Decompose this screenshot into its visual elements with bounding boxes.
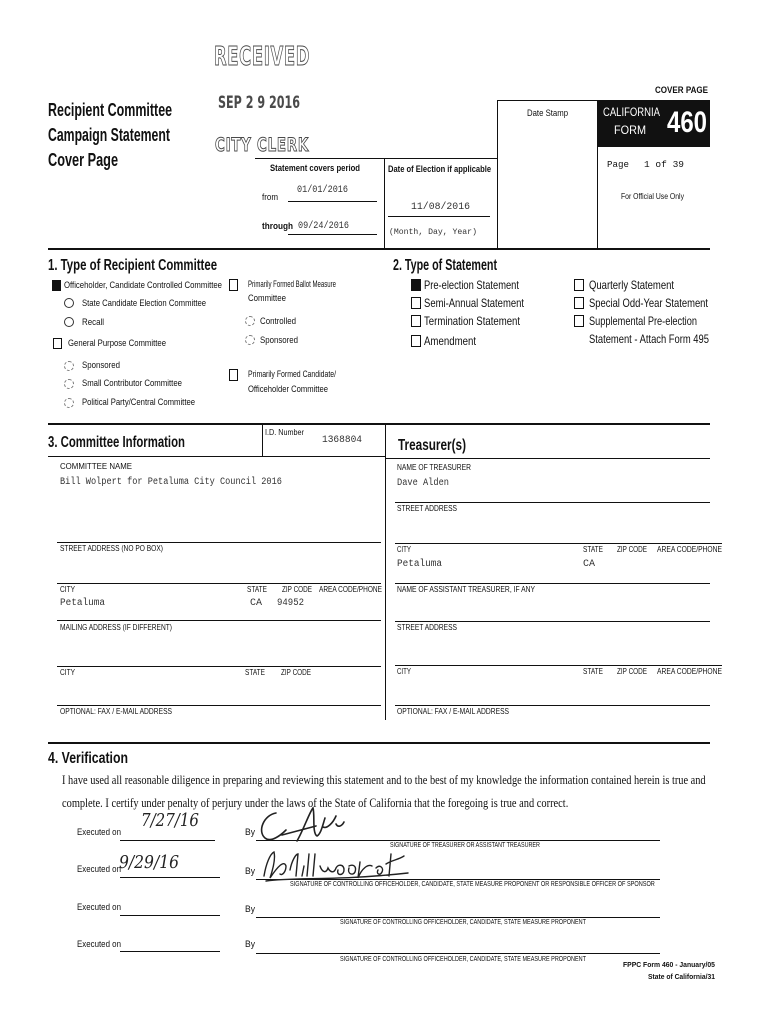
form-title-line-3: Cover Page [48, 150, 119, 170]
zip-value: 94952 [277, 598, 305, 609]
ballot-measure-checkbox [229, 279, 238, 291]
treasurer-optional-label: OPTIONAL: FAX / E-MAIL ADDRESS [397, 707, 510, 716]
committee-name-value: Bill Wolpert for Petaluma City Council 2016 [60, 477, 282, 488]
candidate-signature [256, 846, 416, 886]
committee-optional-rule [57, 705, 381, 706]
period-from-value: 01/01/2016 [297, 185, 349, 196]
election-date-label: Date of Election if applicable [388, 164, 492, 174]
treasurer-city-rule [395, 543, 722, 544]
recall-label: Recall [82, 317, 104, 328]
cover-page-label: COVER PAGE [655, 85, 708, 95]
executed-date-handwritten: 9/29/16 [119, 852, 180, 873]
amendment-checkbox [411, 335, 421, 347]
small-contributor-label: Small Contributor Committee [82, 378, 183, 389]
general-purpose-label: General Purpose Committee [68, 338, 166, 349]
id-number-value: 1368804 [322, 435, 362, 446]
treasurer-state-label: STATE [583, 545, 603, 554]
termination-checkbox [411, 315, 421, 327]
bm-sponsored-label: Sponsored [260, 335, 299, 346]
ballot-measure-label-line-2: Committee [248, 293, 286, 304]
amendment-label: Amendment [424, 334, 477, 348]
received-stamp-date: SEP 2 9 2016 [218, 93, 301, 113]
treasurer-optional-rule [395, 705, 710, 706]
treasurer-street-label: STREET ADDRESS [397, 504, 458, 513]
by-label: By [245, 866, 256, 876]
section-3-heading-rule [48, 456, 385, 457]
signature-line [256, 953, 660, 954]
header-bottom-rule [48, 248, 710, 250]
treasurer-heading: Treasurer(s) [398, 437, 466, 454]
official-use-label: For Official Use Only [621, 191, 685, 201]
political-party-label: Political Party/Central Committee [82, 397, 196, 408]
assistant-street-label: STREET ADDRESS [397, 623, 458, 632]
officeholder-label: Officeholder, Candidate Controlled Committee [64, 280, 222, 291]
assistant-treasurer-rule [395, 583, 710, 584]
city-row-rule [57, 583, 381, 584]
period-through-value: 09/24/2016 [298, 221, 350, 232]
recall-radio [64, 317, 74, 327]
executed-on-label: Executed on [77, 864, 121, 874]
assistant-zip-label: ZIP CODE [617, 667, 647, 676]
badge-state: CALIFORNIA [603, 105, 660, 119]
period-through-label: through [262, 221, 294, 231]
bm-controlled-radio [245, 316, 255, 326]
treasurer-name-value: Dave Alden [397, 478, 449, 489]
controlling-signature-caption: SIGNATURE OF CONTROLLING OFFICEHOLDER, CANDIDATE, STATE MEASURE PROPONENT [340, 956, 586, 963]
state-value: CA [250, 598, 263, 609]
supplemental-label-line-1: Supplemental Pre-election [589, 314, 697, 328]
section-2-heading: 2. Type of Statement [393, 257, 498, 274]
phone-label: AREA CODE/PHONE [319, 585, 382, 594]
executed-date-line [120, 840, 215, 841]
page-count: 1 of 39 [644, 160, 685, 170]
period-label: Statement covers period [270, 163, 361, 173]
supplemental-label-line-2: Statement - Attach Form 495 [589, 332, 709, 346]
gp-sponsored-radio [64, 361, 74, 371]
candidate-signature-caption: SIGNATURE OF CONTROLLING OFFICEHOLDER, CANDIDATE, STATE MEASURE PROPONENT OR RESPONSIBLE OFFICER OF SPONSOR [290, 881, 655, 888]
termination-label: Termination Statement [424, 314, 521, 328]
committee-name-label: COMMITTEE NAME [60, 462, 133, 471]
election-date-format: (Month, Day, Year) [389, 227, 477, 237]
assistant-state-label: STATE [583, 667, 603, 676]
street-address-label: STREET ADDRESS (NO PO BOX) [60, 544, 163, 553]
ballot-measure-label-line-1: Primarily Formed Ballot Measure [248, 279, 336, 290]
date-stamp-label: Date Stamp [527, 108, 569, 118]
received-stamp-office: CITY CLERK [215, 134, 309, 156]
period-from-label: from [262, 192, 279, 202]
election-left-rule [384, 158, 385, 248]
footer-form-id: FPPC Form 460 - January/05 [623, 960, 715, 969]
section-1-heading: 1. Type of Recipient Committee [48, 257, 218, 274]
id-number-left-rule [262, 424, 263, 456]
assistant-phone-label: AREA CODE/PHONE [657, 667, 722, 676]
verification-text-line-2: complete. I certify under penalty of perjury under the laws of the State of California that the foregoing is true and correct. [62, 795, 569, 810]
officeholder-checkbox [52, 280, 61, 291]
pre-election-checkbox [411, 279, 421, 291]
by-label: By [245, 827, 256, 837]
section-3-bottom-rule [48, 742, 710, 744]
executed-date-line [120, 951, 220, 952]
mailing-address-rule [57, 620, 381, 621]
executed-date-handwritten: 7/27/16 [141, 810, 200, 831]
zip-label: ZIP CODE [282, 585, 312, 594]
treasurer-state-value: CA [583, 559, 596, 570]
state-candidate-label: State Candidate Election Committee [82, 298, 207, 309]
mailing-zip-label: ZIP CODE [281, 668, 311, 677]
executed-on-label: Executed on [77, 902, 121, 912]
pre-election-label: Pre-election Statement [424, 278, 519, 292]
badge-form-label: FORM [614, 123, 647, 137]
election-date-value: 11/08/2016 [411, 202, 470, 213]
quarterly-label: Quarterly Statement [589, 278, 675, 292]
executed-on-label: Executed on [77, 939, 121, 949]
political-party-radio [64, 398, 74, 408]
footer-source: State of California/31 [648, 972, 715, 981]
primarily-candidate-label-line-2: Officeholder Committee [248, 384, 328, 395]
column-divider [385, 424, 386, 720]
verification-text-line-1: I have used all reasonable diligence in preparing and reviewing this statement and to the best of my knowledge the information contained herein is true and [62, 772, 706, 787]
period-top-rule [255, 158, 497, 159]
by-label: By [245, 939, 256, 949]
period-from-underline [288, 201, 377, 202]
section-2-bottom-rule [48, 423, 710, 425]
treasurer-signature [252, 804, 352, 849]
treasurer-city-label: CITY [397, 545, 412, 554]
bm-controlled-label: Controlled [260, 316, 296, 327]
general-purpose-checkbox [53, 338, 62, 349]
special-odd-year-label: Special Odd-Year Statement [589, 296, 709, 310]
badge-form-number: 460 [667, 106, 707, 139]
date-stamp-left-rule [497, 100, 498, 248]
treasurer-zip-label: ZIP CODE [617, 545, 647, 554]
assistant-city-rule [395, 665, 722, 666]
section-3-heading: 3. Committee Information [48, 434, 185, 451]
semi-annual-label: Semi-Annual Statement [424, 296, 524, 310]
treasurer-name-label: NAME OF TREASURER [397, 463, 471, 472]
period-through-underline [288, 234, 377, 235]
mailing-city-rule [57, 666, 381, 667]
received-stamp: RECEIVED [214, 42, 311, 72]
quarterly-checkbox [574, 279, 584, 291]
special-odd-year-checkbox [574, 297, 584, 309]
committee-optional-label: OPTIONAL: FAX / E-MAIL ADDRESS [60, 707, 173, 716]
semi-annual-checkbox [411, 297, 421, 309]
treasurer-city-value: Petaluma [397, 559, 442, 570]
small-contributor-radio [64, 379, 74, 389]
assistant-street-rule [395, 621, 710, 622]
treasurer-street-rule [395, 502, 710, 503]
controlling-signature-caption: SIGNATURE OF CONTROLLING OFFICEHOLDER, CANDIDATE, STATE MEASURE PROPONENT [340, 919, 586, 926]
treasurer-heading-rule [385, 458, 710, 459]
mailing-state-label: STATE [245, 668, 265, 677]
form-title-line-2: Campaign Statement [48, 125, 170, 145]
gp-sponsored-label: Sponsored [82, 360, 121, 371]
treasurer-signature-caption: SIGNATURE OF TREASURER OR ASSISTANT TREASURER [390, 842, 540, 849]
city-value: Petaluma [60, 598, 105, 609]
assistant-city-label: CITY [397, 667, 412, 676]
mailing-address-label: MAILING ADDRESS (IF DIFFERENT) [60, 623, 173, 632]
supplemental-checkbox [574, 315, 584, 327]
by-label: By [245, 904, 256, 914]
state-candidate-radio [64, 298, 74, 308]
election-date-underline [388, 216, 490, 217]
assistant-treasurer-label: NAME OF ASSISTANT TREASURER, IF ANY [397, 585, 536, 594]
signature-line [256, 917, 660, 918]
form-title-line-1: Recipient Committee [48, 100, 173, 120]
executed-on-label: Executed on [77, 827, 121, 837]
page-label: Page [607, 160, 629, 170]
executed-date-line [120, 877, 220, 878]
executed-date-line [120, 915, 220, 916]
treasurer-phone-label: AREA CODE/PHONE [657, 545, 722, 554]
street-address-rule [57, 542, 381, 543]
primarily-candidate-checkbox [229, 369, 238, 381]
city-label: CITY [60, 585, 76, 594]
section-4-heading: 4. Verification [48, 750, 129, 767]
id-number-label: I.D. Number [265, 427, 304, 437]
state-label: STATE [247, 585, 267, 594]
mailing-city-label: CITY [60, 668, 76, 677]
primarily-candidate-label-line-1: Primarily Formed Candidate/ [248, 369, 337, 380]
bm-sponsored-radio [245, 335, 255, 345]
